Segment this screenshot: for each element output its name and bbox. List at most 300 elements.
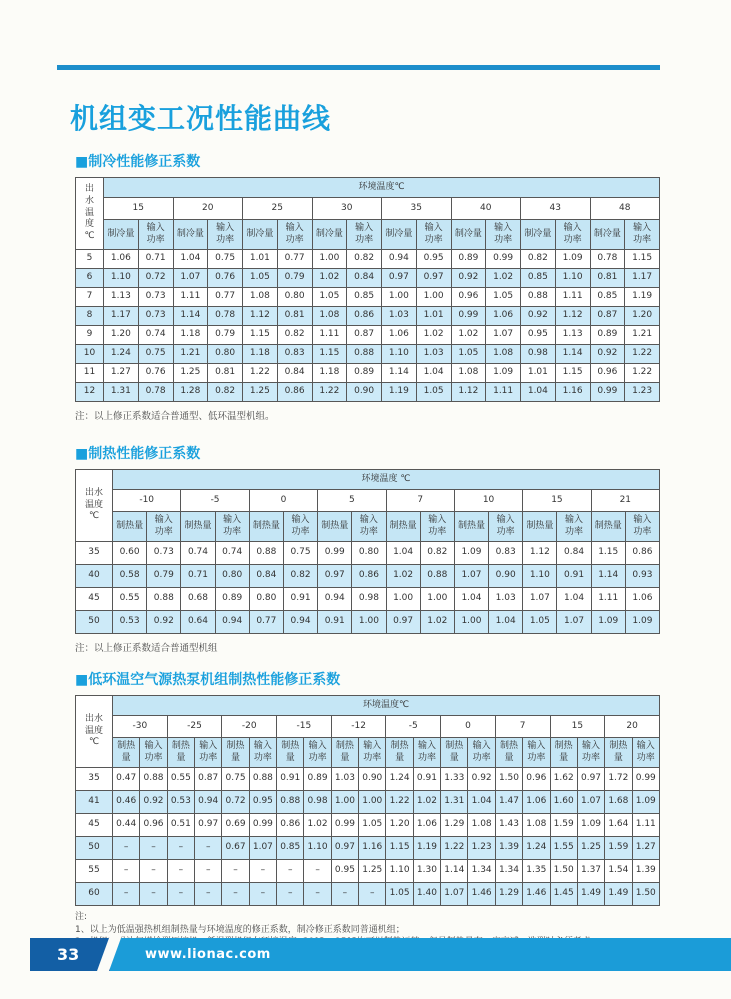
coefficient-cell: 0.82 xyxy=(283,565,317,588)
capacity-header: 制冷量 xyxy=(521,220,556,250)
water-temp-cell: 55 xyxy=(76,860,113,883)
coefficient-cell: 0.94 xyxy=(215,611,249,634)
coefficient-cell: 0.89 xyxy=(215,588,249,611)
cooling-correction-table xyxy=(75,177,660,402)
coefficient-cell: 0.97 xyxy=(331,837,358,860)
ambient-temp-value: 35 xyxy=(382,198,452,220)
coefficient-cell: 0.73 xyxy=(147,542,181,565)
coefficient-cell: 1.06 xyxy=(382,326,417,345)
coefficient-cell: 0.96 xyxy=(523,768,550,791)
coefficient-cell: – xyxy=(304,860,331,883)
coefficient-cell: 0.88 xyxy=(521,288,556,307)
water-temp-cell: 45 xyxy=(76,814,113,837)
coefficient-cell: 0.90 xyxy=(359,768,386,791)
water-temp-cell: 8 xyxy=(76,307,104,326)
coefficient-cell: 0.84 xyxy=(277,364,312,383)
coefficient-cell: 0.79 xyxy=(277,269,312,288)
input-power-header: 输入 功率 xyxy=(347,220,382,250)
coefficient-cell: 0.92 xyxy=(147,611,181,634)
coefficient-cell: 1.07 xyxy=(486,326,521,345)
coefficient-cell: 0.88 xyxy=(249,542,283,565)
coefficient-cell: 1.05 xyxy=(486,288,521,307)
capacity-header: 制冷量 xyxy=(312,220,347,250)
coefficient-cell: 0.97 xyxy=(386,611,420,634)
coefficient-cell: 0.81 xyxy=(590,269,625,288)
coefficient-cell: 0.91 xyxy=(413,768,440,791)
coefficient-cell: 1.19 xyxy=(382,383,417,402)
capacity-header: 制热 量 xyxy=(222,738,249,768)
coefficient-cell: 0.55 xyxy=(167,768,194,791)
coefficient-cell: 0.99 xyxy=(249,814,276,837)
table-row xyxy=(76,883,660,906)
coefficient-cell: 1.33 xyxy=(441,768,468,791)
coefficient-cell: 0.92 xyxy=(451,269,486,288)
coefficient-cell: 0.84 xyxy=(347,269,382,288)
coefficient-cell: 1.24 xyxy=(386,768,413,791)
coefficient-cell: 1.14 xyxy=(441,860,468,883)
coefficient-cell: 1.07 xyxy=(557,611,591,634)
water-temp-cell: 5 xyxy=(76,250,104,269)
table-row xyxy=(76,250,660,269)
coefficient-cell: 1.19 xyxy=(413,837,440,860)
coefficient-cell: 1.12 xyxy=(523,542,557,565)
ambient-temp-value: -10 xyxy=(113,490,181,512)
coefficient-cell: 1.05 xyxy=(386,883,413,906)
capacity-header: 制热量 xyxy=(591,512,625,542)
coefficient-cell: 0.89 xyxy=(347,364,382,383)
capacity-header: 制热量 xyxy=(386,512,420,542)
coefficient-cell: 0.82 xyxy=(208,383,243,402)
table-row xyxy=(76,383,660,402)
input-power-header: 输入 功率 xyxy=(138,220,173,250)
coefficient-cell: 1.05 xyxy=(416,383,451,402)
coefficient-cell: 0.93 xyxy=(625,565,659,588)
note-line: 1、以上为低温强热机组制热量与环境温度的修正系数，制冷修正系数同普通机组； xyxy=(75,924,405,935)
ambient-temp-header: 环境温度 ℃ xyxy=(113,470,660,490)
table-row xyxy=(76,288,660,307)
coefficient-cell: 1.18 xyxy=(243,345,278,364)
coefficient-cell: 0.94 xyxy=(318,588,352,611)
water-temp-cell: 60 xyxy=(76,883,113,906)
coefficient-cell: – xyxy=(222,860,249,883)
coefficient-cell: 1.31 xyxy=(104,383,139,402)
coefficient-cell: 1.27 xyxy=(104,364,139,383)
input-power-header: 输入 功率 xyxy=(359,738,386,768)
coefficient-cell: 0.86 xyxy=(277,383,312,402)
coefficient-cell: 1.55 xyxy=(550,837,577,860)
coefficient-cell: 0.75 xyxy=(138,345,173,364)
coefficient-cell: 1.09 xyxy=(454,542,488,565)
coefficient-cell: 0.82 xyxy=(347,250,382,269)
coefficient-cell: 1.09 xyxy=(632,791,659,814)
coefficient-cell: 0.68 xyxy=(181,588,215,611)
coefficient-cell: 1.13 xyxy=(555,326,590,345)
coefficient-cell: 0.99 xyxy=(451,307,486,326)
coefficient-cell: 1.20 xyxy=(386,814,413,837)
coefficient-cell: 0.89 xyxy=(590,326,625,345)
coefficient-cell: 0.72 xyxy=(138,269,173,288)
coefficient-cell: 1.09 xyxy=(486,364,521,383)
coefficient-cell: 1.15 xyxy=(591,542,625,565)
coefficient-cell: 0.53 xyxy=(113,611,147,634)
section-title-heating: ■制热性能修正系数 xyxy=(75,446,201,462)
capacity-header: 制热 量 xyxy=(386,738,413,768)
water-temp-cell: 40 xyxy=(76,565,113,588)
coefficient-cell: 1.05 xyxy=(243,269,278,288)
section-low-ambient-correction xyxy=(75,669,660,949)
coefficient-cell: 1.62 xyxy=(550,768,577,791)
capacity-header: 制热 量 xyxy=(495,738,522,768)
coefficient-cell: 1.22 xyxy=(386,791,413,814)
coefficient-cell: 1.34 xyxy=(495,860,522,883)
outlet-water-temp-label: 出水 温度 ℃ xyxy=(76,696,113,768)
coefficient-cell: 0.74 xyxy=(181,542,215,565)
coefficient-cell: 0.98 xyxy=(304,791,331,814)
coefficient-cell: 1.37 xyxy=(577,860,604,883)
coefficient-cell: 0.78 xyxy=(138,383,173,402)
coefficient-cell: 1.20 xyxy=(104,326,139,345)
page-number: 33 xyxy=(30,938,110,971)
water-temp-cell: 9 xyxy=(76,326,104,345)
outlet-water-temp-label: 出水 温度 ℃ xyxy=(76,470,113,542)
input-power-header: 输入 功率 xyxy=(489,512,523,542)
table-row xyxy=(76,768,660,791)
coefficient-cell: – xyxy=(140,883,167,906)
coefficient-cell: 1.06 xyxy=(523,791,550,814)
coefficient-cell: 1.22 xyxy=(441,837,468,860)
coefficient-cell: 1.08 xyxy=(451,364,486,383)
coefficient-cell: 0.88 xyxy=(420,565,454,588)
coefficient-cell: 0.71 xyxy=(138,250,173,269)
coefficient-cell: 0.98 xyxy=(521,345,556,364)
ambient-temp-value: 40 xyxy=(451,198,521,220)
coefficient-cell: 0.74 xyxy=(138,326,173,345)
coefficient-cell: 0.69 xyxy=(222,814,249,837)
capacity-header: 制热量 xyxy=(249,512,283,542)
coefficient-cell: 1.17 xyxy=(104,307,139,326)
coefficient-cell: 1.07 xyxy=(523,588,557,611)
coefficient-cell: 1.02 xyxy=(312,269,347,288)
ambient-temp-value: 7 xyxy=(386,490,454,512)
coefficient-cell: 1.10 xyxy=(555,269,590,288)
coefficient-cell: 0.76 xyxy=(208,269,243,288)
coefficient-cell: 1.10 xyxy=(523,565,557,588)
coefficient-cell: 0.86 xyxy=(347,307,382,326)
coefficient-cell: 1.04 xyxy=(489,611,523,634)
coefficient-cell: 0.98 xyxy=(352,588,386,611)
coefficient-cell: 1.02 xyxy=(416,326,451,345)
website-link[interactable]: www.lionac.com xyxy=(145,947,271,962)
ambient-temp-value: 20 xyxy=(173,198,243,220)
coefficient-cell: 0.71 xyxy=(181,565,215,588)
ambient-temp-header: 环境温度℃ xyxy=(113,696,660,716)
ambient-temp-value: 48 xyxy=(590,198,660,220)
coefficient-cell: 1.50 xyxy=(495,768,522,791)
coefficient-cell: 1.46 xyxy=(523,883,550,906)
coefficient-cell: 0.51 xyxy=(167,814,194,837)
coefficient-cell: 1.00 xyxy=(382,288,417,307)
coefficient-cell: 1.15 xyxy=(625,250,660,269)
coefficient-cell: 1.08 xyxy=(243,288,278,307)
coefficient-cell: 0.86 xyxy=(625,542,659,565)
table-row xyxy=(76,565,660,588)
coefficient-cell: 1.27 xyxy=(632,837,659,860)
coefficient-cell: 0.87 xyxy=(347,326,382,345)
coefficient-cell: 1.08 xyxy=(523,814,550,837)
coefficient-cell: 0.75 xyxy=(208,250,243,269)
table-row xyxy=(76,814,660,837)
coefficient-cell: 0.85 xyxy=(521,269,556,288)
cooling-table-note: 注：以上修正系数适合普通型、低环温型机组。 xyxy=(75,411,275,422)
coefficient-cell: 0.82 xyxy=(521,250,556,269)
coefficient-cell: 0.78 xyxy=(590,250,625,269)
water-temp-cell: 10 xyxy=(76,345,104,364)
coefficient-cell: 0.95 xyxy=(249,791,276,814)
coefficient-cell: 1.68 xyxy=(605,791,632,814)
coefficient-cell: 0.64 xyxy=(181,611,215,634)
input-power-header: 输入 功率 xyxy=(352,512,386,542)
coefficient-cell: 0.55 xyxy=(113,588,147,611)
coefficient-cell: 0.99 xyxy=(331,814,358,837)
coefficient-cell: 0.73 xyxy=(138,307,173,326)
capacity-header: 制冷量 xyxy=(173,220,208,250)
coefficient-cell: 1.47 xyxy=(495,791,522,814)
capacity-header: 制热量 xyxy=(113,512,147,542)
coefficient-cell: 1.59 xyxy=(550,814,577,837)
table-row xyxy=(76,269,660,288)
coefficient-cell: – xyxy=(277,860,304,883)
coefficient-cell: 1.01 xyxy=(243,250,278,269)
capacity-header: 制冷量 xyxy=(451,220,486,250)
input-power-header: 输入 功率 xyxy=(486,220,521,250)
coefficient-cell: 1.10 xyxy=(104,269,139,288)
coefficient-cell: 1.16 xyxy=(359,837,386,860)
coefficient-cell: 0.80 xyxy=(352,542,386,565)
coefficient-cell: 1.11 xyxy=(591,588,625,611)
coefficient-cell: 1.34 xyxy=(468,860,495,883)
coefficient-cell: 1.00 xyxy=(331,791,358,814)
coefficient-cell: 1.21 xyxy=(625,326,660,345)
ambient-temp-value: 15 xyxy=(550,716,605,738)
coefficient-cell: 1.15 xyxy=(386,837,413,860)
coefficient-cell: 1.00 xyxy=(352,611,386,634)
coefficient-cell: 1.05 xyxy=(523,611,557,634)
coefficient-cell: – xyxy=(331,883,358,906)
table-row xyxy=(76,791,660,814)
page-title: 机组变工况性能曲线 xyxy=(70,102,332,135)
input-power-header: 输入 功率 xyxy=(147,512,181,542)
coefficient-cell: 0.92 xyxy=(140,791,167,814)
top-accent-bar xyxy=(57,65,660,70)
coefficient-cell: 1.03 xyxy=(416,345,451,364)
coefficient-cell: 1.00 xyxy=(359,791,386,814)
coefficient-cell: 1.00 xyxy=(312,250,347,269)
input-power-header: 输入 功率 xyxy=(523,738,550,768)
low-ambient-correction-table xyxy=(75,695,660,906)
coefficient-cell: 1.14 xyxy=(173,307,208,326)
coefficient-cell: – xyxy=(140,837,167,860)
coefficient-cell: 0.88 xyxy=(347,345,382,364)
coefficient-cell: 1.23 xyxy=(468,837,495,860)
coefficient-cell: 0.74 xyxy=(215,542,249,565)
coefficient-cell: 1.07 xyxy=(173,269,208,288)
coefficient-cell: – xyxy=(195,883,222,906)
coefficient-cell: 1.64 xyxy=(605,814,632,837)
capacity-header: 制冷量 xyxy=(104,220,139,250)
coefficient-cell: 1.07 xyxy=(249,837,276,860)
ambient-temp-value: -5 xyxy=(181,490,249,512)
coefficient-cell: 1.49 xyxy=(577,883,604,906)
coefficient-cell: 0.97 xyxy=(318,565,352,588)
coefficient-cell: 1.50 xyxy=(550,860,577,883)
coefficient-cell: 1.15 xyxy=(555,364,590,383)
coefficient-cell: 1.06 xyxy=(625,588,659,611)
coefficient-cell: 0.92 xyxy=(521,307,556,326)
coefficient-cell: 0.88 xyxy=(147,588,181,611)
coefficient-cell: 1.02 xyxy=(386,565,420,588)
ambient-temp-value: 0 xyxy=(249,490,317,512)
coefficient-cell: 1.07 xyxy=(454,565,488,588)
capacity-header: 制热 量 xyxy=(550,738,577,768)
coefficient-cell: 0.87 xyxy=(590,307,625,326)
capacity-header: 制热量 xyxy=(181,512,215,542)
coefficient-cell: 1.06 xyxy=(104,250,139,269)
coefficient-cell: 0.82 xyxy=(420,542,454,565)
ambient-temp-value: 15 xyxy=(523,490,591,512)
coefficient-cell: 1.10 xyxy=(386,860,413,883)
coefficient-cell: 1.11 xyxy=(173,288,208,307)
coefficient-cell: 0.80 xyxy=(215,565,249,588)
coefficient-cell: 0.84 xyxy=(557,542,591,565)
table-row xyxy=(76,307,660,326)
coefficient-cell: 1.04 xyxy=(468,791,495,814)
coefficient-cell: 0.83 xyxy=(489,542,523,565)
coefficient-cell: 1.19 xyxy=(625,288,660,307)
coefficient-cell: 1.11 xyxy=(312,326,347,345)
coefficient-cell: – xyxy=(167,883,194,906)
coefficient-cell: – xyxy=(167,860,194,883)
coefficient-cell: 1.01 xyxy=(521,364,556,383)
input-power-header: 输入 功率 xyxy=(304,738,331,768)
coefficient-cell: 0.90 xyxy=(347,383,382,402)
coefficient-cell: 1.05 xyxy=(451,345,486,364)
coefficient-cell: 0.81 xyxy=(277,307,312,326)
ambient-temp-value: -5 xyxy=(386,716,441,738)
water-temp-cell: 7 xyxy=(76,288,104,307)
capacity-header: 制热 量 xyxy=(605,738,632,768)
capacity-header: 制热量 xyxy=(454,512,488,542)
coefficient-cell: 1.11 xyxy=(486,383,521,402)
coefficient-cell: 1.08 xyxy=(312,307,347,326)
coefficient-cell: 0.89 xyxy=(451,250,486,269)
input-power-header: 输入 功率 xyxy=(468,738,495,768)
coefficient-cell: 1.30 xyxy=(413,860,440,883)
coefficient-cell: – xyxy=(304,883,331,906)
coefficient-cell: 1.29 xyxy=(495,883,522,906)
coefficient-cell: 0.96 xyxy=(140,814,167,837)
coefficient-cell: 1.24 xyxy=(104,345,139,364)
capacity-header: 制热 量 xyxy=(331,738,358,768)
table-row xyxy=(76,364,660,383)
coefficient-cell: 1.14 xyxy=(591,565,625,588)
coefficient-cell: 1.00 xyxy=(420,588,454,611)
water-temp-cell: 45 xyxy=(76,588,113,611)
coefficient-cell: 1.02 xyxy=(486,269,521,288)
coefficient-cell: 1.09 xyxy=(577,814,604,837)
coefficient-cell: 0.97 xyxy=(382,269,417,288)
coefficient-cell: 0.80 xyxy=(277,288,312,307)
table-row xyxy=(76,542,660,565)
coefficient-cell: 1.00 xyxy=(416,288,451,307)
coefficient-cell: 1.11 xyxy=(632,814,659,837)
coefficient-cell: 1.09 xyxy=(625,611,659,634)
heating-correction-table xyxy=(75,469,660,634)
ambient-temp-value: 30 xyxy=(312,198,382,220)
coefficient-cell: 0.77 xyxy=(277,250,312,269)
coefficient-cell: 0.58 xyxy=(113,565,147,588)
coefficient-cell: 0.80 xyxy=(249,588,283,611)
page-content xyxy=(70,97,660,949)
input-power-header: 输入 功率 xyxy=(420,512,454,542)
capacity-header: 制冷量 xyxy=(590,220,625,250)
input-power-header: 输入 功率 xyxy=(208,220,243,250)
capacity-header: 制热 量 xyxy=(167,738,194,768)
coefficient-cell: 1.04 xyxy=(454,588,488,611)
coefficient-cell: 0.91 xyxy=(557,565,591,588)
water-temp-cell: 12 xyxy=(76,383,104,402)
coefficient-cell: 0.86 xyxy=(277,814,304,837)
coefficient-cell: 1.01 xyxy=(416,307,451,326)
coefficient-cell: 1.05 xyxy=(312,288,347,307)
coefficient-cell: 0.53 xyxy=(167,791,194,814)
coefficient-cell: 1.02 xyxy=(304,814,331,837)
coefficient-cell: 1.45 xyxy=(550,883,577,906)
coefficient-cell: 1.18 xyxy=(312,364,347,383)
coefficient-cell: 1.03 xyxy=(382,307,417,326)
coefficient-cell: 1.13 xyxy=(104,288,139,307)
coefficient-cell: 1.04 xyxy=(521,383,556,402)
ambient-temp-header: 环境温度℃ xyxy=(104,178,660,198)
coefficient-cell: 1.22 xyxy=(625,345,660,364)
footer-bar xyxy=(30,938,731,971)
coefficient-cell: 0.97 xyxy=(416,269,451,288)
coefficient-cell: 0.91 xyxy=(318,611,352,634)
ambient-temp-value: 21 xyxy=(591,490,659,512)
heating-table-note: 注：以上修正系数适合普通型机组 xyxy=(75,643,218,654)
coefficient-cell: 1.43 xyxy=(495,814,522,837)
coefficient-cell: 0.76 xyxy=(138,364,173,383)
input-power-header: 输入 功率 xyxy=(557,512,591,542)
water-temp-cell: 41 xyxy=(76,791,113,814)
coefficient-cell: 1.11 xyxy=(555,288,590,307)
coefficient-cell: 0.92 xyxy=(590,345,625,364)
ambient-temp-value: 5 xyxy=(318,490,386,512)
ambient-temp-value: -12 xyxy=(331,716,386,738)
coefficient-cell: 0.96 xyxy=(451,288,486,307)
coefficient-cell: 1.14 xyxy=(382,364,417,383)
coefficient-cell: 0.47 xyxy=(113,768,140,791)
coefficient-cell: 1.12 xyxy=(451,383,486,402)
capacity-header: 制热量 xyxy=(523,512,557,542)
coefficient-cell: 1.39 xyxy=(495,837,522,860)
coefficient-cell: 1.03 xyxy=(489,588,523,611)
coefficient-cell: 0.46 xyxy=(113,791,140,814)
coefficient-cell: 0.88 xyxy=(140,768,167,791)
capacity-header: 制冷量 xyxy=(243,220,278,250)
input-power-header: 输入 功率 xyxy=(283,512,317,542)
coefficient-cell: 1.06 xyxy=(486,307,521,326)
coefficient-cell: 0.90 xyxy=(489,565,523,588)
